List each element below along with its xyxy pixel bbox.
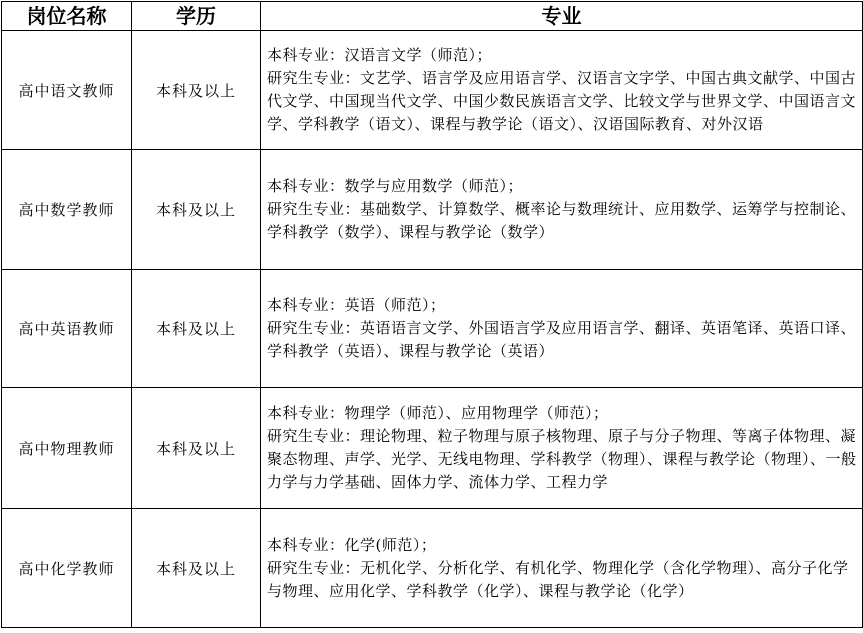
header-row xyxy=(2,2,863,31)
position-name: 高中物理教师 xyxy=(2,388,132,509)
undergrad-major: 本科专业：物理学（师范）、应用物理学（师范）； xyxy=(267,404,609,422)
graduate-major: 研究生专业：理论物理、粒子物理与原子核物理、原子与分子物理、等离子体物理、凝聚态物理、声学、光学、无线电物理、学科教学（物理）、课程与教学论（物理）、一般力学与力学基础、固体力学、流体力学、工程力学 xyxy=(267,427,857,491)
header-education: 学历 xyxy=(132,2,261,31)
education-level: 本科及以上 xyxy=(132,150,261,270)
graduate-major: 研究生专业：无机化学、分析化学、有机化学、物理化学（含化学物理）、高分子化学与物理、应用化学、学科教学（化学）、课程与教学论（化学） xyxy=(267,558,849,600)
major-cell xyxy=(261,150,863,270)
major-cell xyxy=(261,388,863,509)
table-row xyxy=(2,31,863,150)
education-level: 本科及以上 xyxy=(132,31,261,150)
major-cell xyxy=(261,509,863,628)
header-position: 岗位名称 xyxy=(2,2,132,31)
position-name: 高中语文教师 xyxy=(2,31,132,150)
graduate-major: 研究生专业：文艺学、语言学及应用语言学、汉语言文字学、中国古典文献学、中国古代文学、中国现当代文学、中国少数民族语言文学、比较文学与世界文学、中国语言文学、学科教学（语文）、课程与教学论（语文）、汉语国际教育、对外汉语 xyxy=(267,69,857,133)
education-level: 本科及以上 xyxy=(132,509,261,628)
position-name: 高中英语教师 xyxy=(2,270,132,388)
undergrad-major: 本科专业：化学(师范）； xyxy=(267,535,437,554)
table-row xyxy=(2,509,863,628)
undergrad-major: 本科专业：汉语言文学（师范）； xyxy=(267,46,493,64)
major-cell xyxy=(261,31,863,150)
header-major: 专业 xyxy=(261,2,863,31)
table-row xyxy=(2,150,863,270)
graduate-major: 研究生专业：英语语言文学、外国语言学及应用语言学、翻译、英语笔译、英语口译、学科教学（英语）、课程与教学论（英语） xyxy=(267,319,857,360)
position-name: 高中化学教师 xyxy=(2,509,132,628)
table-row xyxy=(2,270,863,388)
undergrad-major: 本科专业：数学与应用数学（师范）； xyxy=(267,177,524,195)
major-cell xyxy=(261,270,863,388)
position-name: 高中数学教师 xyxy=(2,150,132,270)
undergrad-major: 本科专业：英语（师范）； xyxy=(267,296,446,314)
table-row xyxy=(2,388,863,509)
graduate-major: 研究生专业：基础数学、计算数学、概率论与数理统计、应用数学、运筹学与控制论、学科教学（数学）、课程与教学论（数学） xyxy=(267,200,857,241)
education-level: 本科及以上 xyxy=(132,270,261,388)
education-level: 本科及以上 xyxy=(132,388,261,509)
recruitment-table xyxy=(1,1,863,628)
